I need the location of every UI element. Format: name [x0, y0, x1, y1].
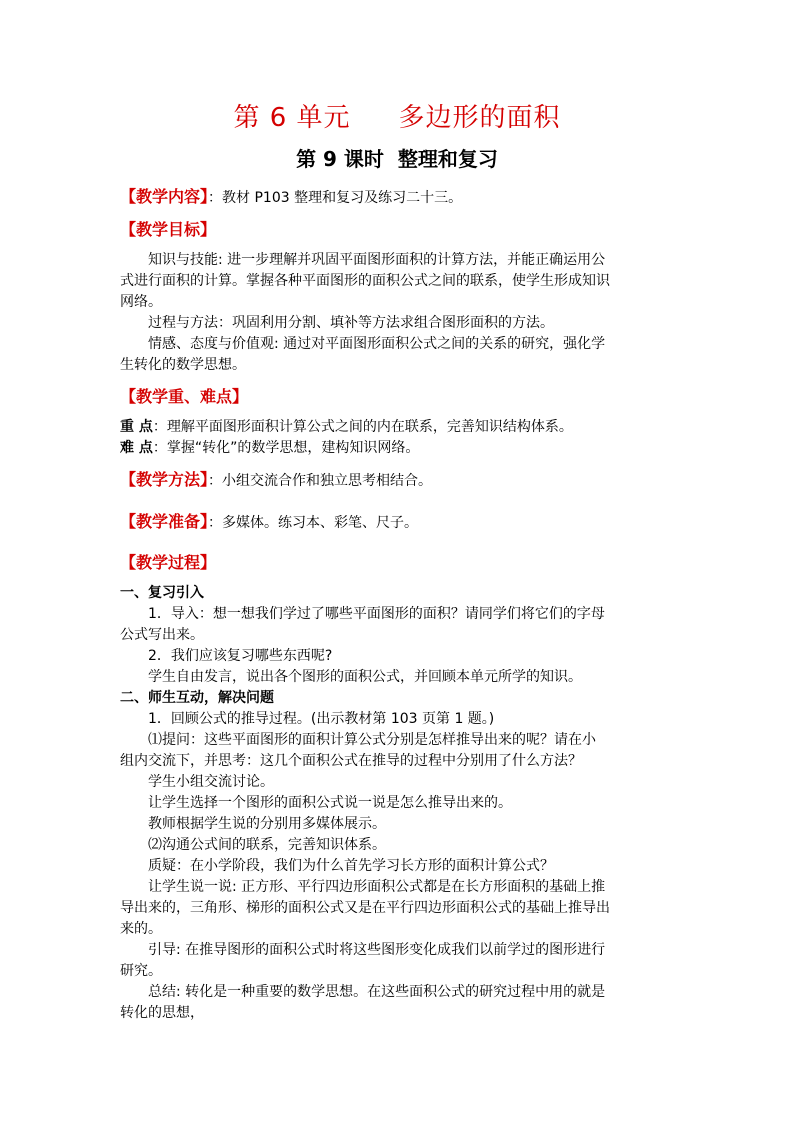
- process-line: ⑵沟通公式间的联系，完善知识体系。: [148, 837, 386, 853]
- process-line: 让学生选择一个图形的面积公式说一说是怎么推导出来的。: [148, 795, 512, 811]
- process-line: 2．我们应该复习哪些东西呢?: [148, 648, 333, 664]
- process-line: 1．回顾公式的推导过程。(出示教材第 103 页第 1 题。): [148, 711, 495, 727]
- process-line: 引导: 在推导图形的面积公式时将这些图形变化成我们以前学过的图形进行: [148, 942, 606, 958]
- objective-line: 知识与技能: 进一步理解并巩固平面图形面积的计算方法，并能正确运用公: [148, 252, 606, 268]
- content-heading: 【教学内容】：教材 P103 整理和复习及练习二十三。: [120, 187, 463, 206]
- lesson-name: 整理和复习: [397, 147, 498, 171]
- process-heading: 【教学过程】: [120, 553, 217, 572]
- unit-number: 第 6 单元: [233, 103, 351, 133]
- difficulty-label: 难 点: [120, 440, 153, 456]
- section-2-title: 二、师生互动，解决问题: [120, 690, 274, 706]
- objective-line: 网络。: [120, 294, 162, 310]
- objective-line: 过程与方法：巩固利用分割、填补等方法求组合图形面积的方法。: [148, 315, 554, 331]
- key-text: ：理解平面图形面积计算公式之间的内在联系，完善知识结构体系。: [152, 419, 573, 435]
- objective-line: 式进行面积的计算。掌握各种平面图形的面积公式之间的联系，使学生形成知识: [120, 273, 610, 289]
- process-line: 转化的思想，: [120, 1005, 204, 1021]
- process-line: 公式写出来。: [120, 627, 204, 643]
- process-line: ⑴提问：这些平面图形的面积计算公式分别是怎样推导出来的呢？请在小: [148, 732, 596, 748]
- process-line: 来的。: [120, 921, 162, 937]
- process-line: 教师根据学生说的分别用多媒体展示。: [148, 816, 386, 832]
- prep-heading: 【教学准备】：多媒体。练习本、彩笔、尺子。: [120, 512, 419, 531]
- process-line: 让学生说一说: 正方形、平行四边形面积公式都是在长方形面积的基础上推: [148, 879, 606, 895]
- unit-name: 多边形的面积: [398, 103, 561, 133]
- content-text: ：教材 P103 整理和复习及练习二十三。: [208, 190, 463, 206]
- process-line: 导出来的，三角形、梯形的面积公式又是在平行四边形面积公式的基础上推导出: [120, 900, 610, 916]
- process-line: 学生自由发言，说出各个图形的面积公式，并回顾本单元所学的知识。: [148, 669, 582, 685]
- process-line: 组内交流下，并思考：这几个面积公式在推导的过程中分别用了什么方法？: [120, 753, 582, 769]
- prep-text: ：多媒体。练习本、彩笔、尺子。: [208, 515, 419, 531]
- process-line: 质疑：在小学阶段，我们为什么首先学习长方形的面积计算公式？: [148, 858, 554, 874]
- section-1-title: 一、复习引入: [120, 585, 204, 601]
- process-line: 1．导入：想一想我们学过了哪些平面图形的面积？请同学们将它们的字母: [148, 606, 605, 622]
- key-points-heading: 【教学重、难点】: [120, 387, 249, 406]
- difficulty-line: [120, 438, 685, 459]
- key-point-line: [120, 417, 685, 438]
- process-line: 学生小组交流讨论。: [148, 774, 274, 790]
- lesson-number: 第 9 课时: [296, 147, 384, 171]
- objective-line: 情感、态度与价值观: 通过对平面图形面积公式之间的关系的研究，强化学: [148, 336, 606, 352]
- difficulty-text: ：掌握“转化”的数学思想，建构知识网络。: [152, 440, 420, 456]
- lesson-title: [0, 142, 794, 176]
- process-line: 总结: 转化是一种重要的数学思想。在这些面积公式的研究过程中用的就是: [148, 984, 606, 1000]
- unit-title: [0, 98, 794, 138]
- method-heading: 【教学方法】：小组交流合作和独立思考相结合。: [120, 470, 433, 489]
- objective-line: 生转化的数学思想。: [120, 357, 246, 373]
- process-line: 研究。: [120, 963, 162, 979]
- method-text: ：小组交流合作和独立思考相结合。: [208, 473, 433, 489]
- objectives-heading: 【教学目标】: [120, 220, 217, 239]
- key-label: 重 点: [120, 419, 153, 435]
